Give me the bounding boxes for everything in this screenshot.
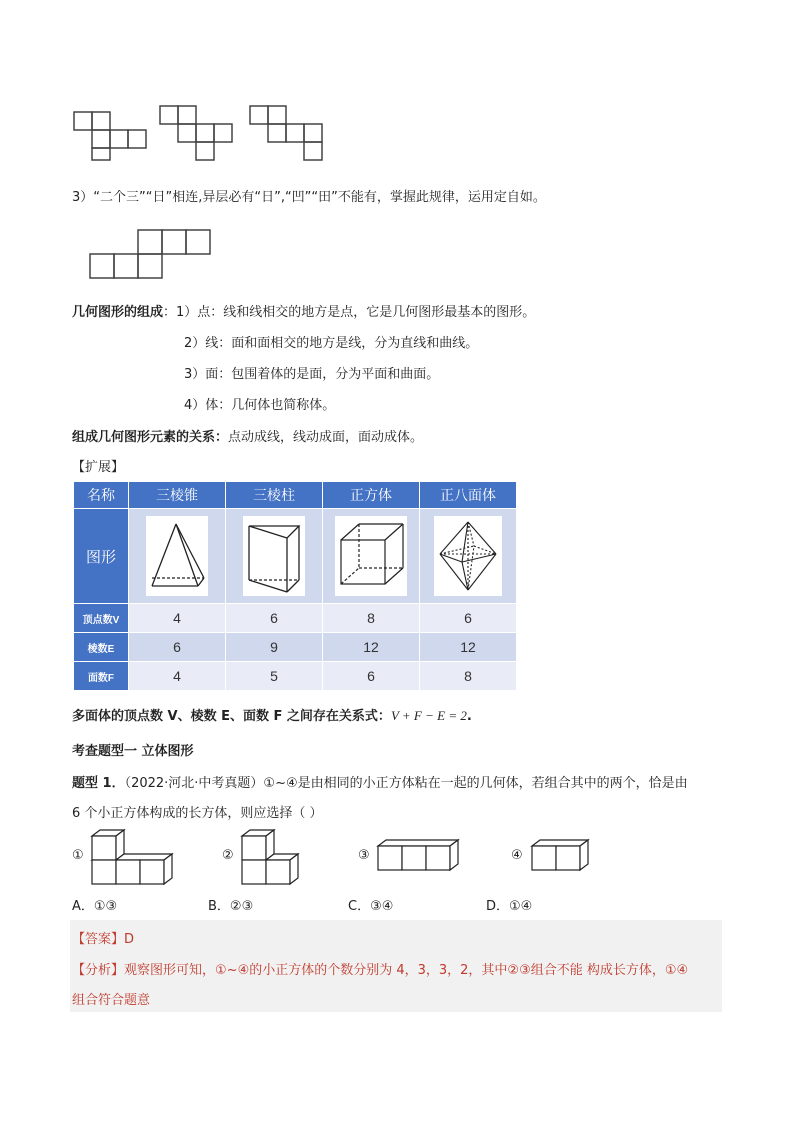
- solid-figure-4: [528, 836, 592, 876]
- option-b[interactable]: B．②③: [208, 899, 254, 914]
- option-d[interactable]: D．①④: [486, 899, 533, 914]
- answer-line: [72, 928, 134, 947]
- table-row: [74, 633, 517, 662]
- table-header-row: [74, 482, 517, 509]
- euler-end: .: [466, 709, 472, 724]
- composition-item-2: 2）线：面和面相交的地方是线，分为直线和曲线。: [184, 336, 479, 351]
- relation-heading: 组成几何图形元素的关系：: [72, 430, 229, 445]
- rule-3-text: 3）“二个三”“日”相连,异层必有“日”,“凹”“田”不能有，掌握此规律，运用定自如。: [72, 190, 546, 205]
- question-label: 题型 1．: [72, 776, 125, 791]
- euler-text: 多面体的顶点数 V、棱数 E、面数 F 之间存在关系式：: [72, 709, 391, 724]
- table-row: [74, 604, 517, 633]
- table-figure-row: [74, 509, 517, 604]
- figure-label-1: ①: [72, 848, 84, 863]
- table-cell: 6: [420, 604, 517, 633]
- euler-formula: V + F − E = 2: [390, 708, 467, 723]
- cube-net-figure-1: [70, 104, 150, 162]
- composition-line-1: [72, 301, 535, 320]
- table-cell: 6: [226, 604, 323, 633]
- composition-colon: ：: [163, 305, 177, 320]
- table-cell: 4: [129, 662, 226, 691]
- table-header-cell: 三棱锥: [129, 482, 226, 509]
- section-title: 考查题型一 立体图形: [72, 744, 194, 759]
- analysis-text-1: 观察图形可知，①~④的小正方体的个数分别为 4，3，3，2，其中②③组合不能 构成长方体，①④: [124, 963, 689, 978]
- answer-value: D: [124, 932, 135, 947]
- analysis-label: 【分析】: [72, 963, 125, 978]
- figure-label-3: ③: [358, 848, 370, 863]
- table-cell: 9: [226, 633, 323, 662]
- octahedron-image: [434, 516, 502, 596]
- option-a[interactable]: A．①③: [72, 899, 118, 914]
- solid-figure-3: [374, 836, 464, 876]
- table-header-cell: 三棱柱: [226, 482, 323, 509]
- cube-net-figure-3: [248, 104, 328, 162]
- table-header-cell: 正八面体: [420, 482, 517, 509]
- table-row-label: 棱数E: [74, 633, 129, 662]
- question-text-2: 6 个小正方体构成的长方体，则应选择（ ）: [72, 806, 323, 821]
- table-cell: 12: [420, 633, 517, 662]
- tetrahedron-image: [146, 516, 208, 596]
- table-cell: 12: [323, 633, 420, 662]
- table-header-cell: 名称: [74, 482, 129, 509]
- euler-line: [72, 705, 472, 724]
- figure-label-4: ④: [511, 848, 523, 863]
- cube-image: [335, 516, 407, 596]
- triangular-prism-image: [243, 516, 305, 596]
- question-line-1: [72, 772, 688, 791]
- table-cell: 8: [323, 604, 420, 633]
- question-text-1: （2022·河北·中考真题）①~④是由相同的小正方体粘在一起的几何体，若组合其中的两个，恰是由: [124, 776, 688, 791]
- solid-figure-2: [238, 826, 300, 888]
- relation-line: [72, 426, 423, 445]
- composition-item-3: 3）面：包围着体的是面，分为平面和曲面。: [184, 367, 440, 382]
- table-cell: 6: [129, 633, 226, 662]
- answer-label: 【答案】: [72, 932, 125, 947]
- tetrahedron-cell: [129, 509, 226, 604]
- relation-text: 点动成线，线动成面，面动成体。: [228, 430, 424, 445]
- table-cell: 6: [323, 662, 420, 691]
- table-row-label: 面数F: [74, 662, 129, 691]
- cube-cell: [323, 509, 420, 604]
- composition-item-4: 4）体：几何体也简称体。: [184, 398, 336, 413]
- table-row-label: 图形: [74, 509, 129, 604]
- cube-net-staircase: [88, 226, 218, 282]
- cube-net-figure-2: [158, 104, 238, 162]
- analysis-line-1: [72, 959, 688, 978]
- table-cell: 4: [129, 604, 226, 633]
- solid-figure-1: [88, 826, 172, 888]
- analysis-text-2: 组合符合题意: [72, 993, 151, 1008]
- figure-label-2: ②: [222, 848, 234, 863]
- expand-label: 【扩展】: [72, 460, 125, 475]
- triangular-prism-cell: [226, 509, 323, 604]
- option-c[interactable]: C．③④: [348, 899, 394, 914]
- table-row: [74, 662, 517, 691]
- polyhedra-table: [73, 481, 517, 691]
- composition-heading: 几何图形的组成: [72, 305, 164, 320]
- composition-item-1: 1）点：线和线相交的地方是点，它是几何图形最基本的图形。: [176, 305, 536, 320]
- table-cell: 5: [226, 662, 323, 691]
- table-cell: 8: [420, 662, 517, 691]
- octahedron-cell: [420, 509, 517, 604]
- table-row-label: 顶点数V: [74, 604, 129, 633]
- table-header-cell: 正方体: [323, 482, 420, 509]
